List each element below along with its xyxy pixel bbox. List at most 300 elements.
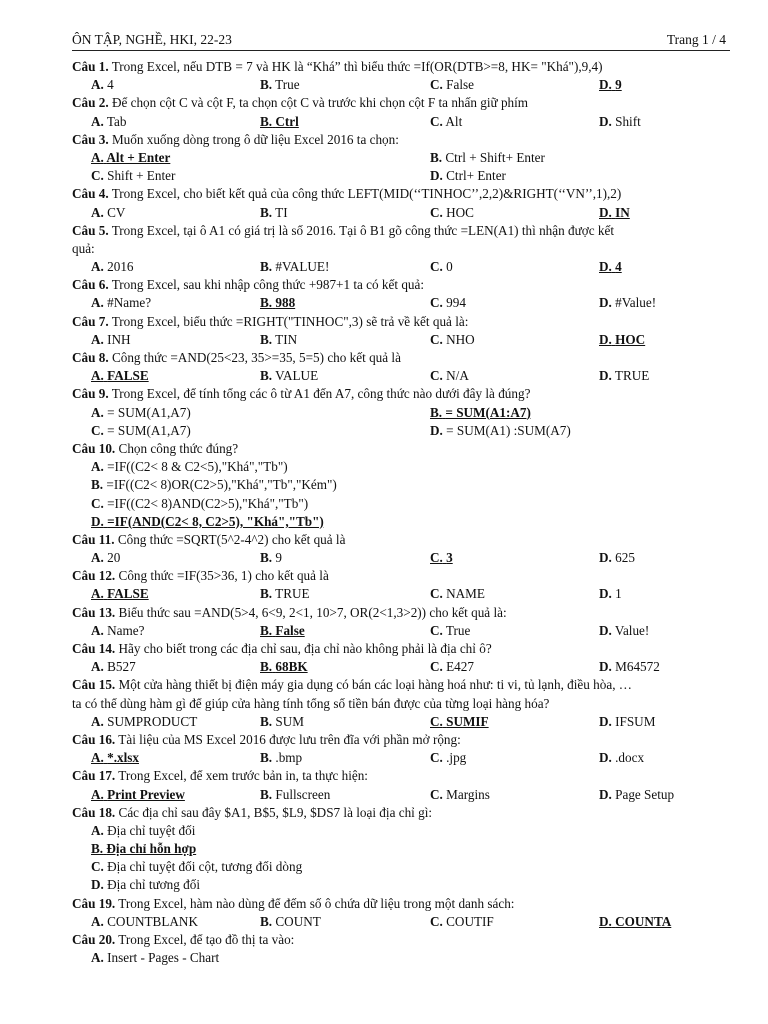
question-number: Câu 12.	[72, 568, 116, 584]
option-text: E427	[446, 659, 474, 675]
options-row	[72, 840, 732, 858]
answer-option-correct	[260, 113, 299, 131]
option-letter: B.	[260, 750, 273, 766]
answer-option-correct	[91, 513, 324, 531]
option-letter: C.	[430, 622, 443, 638]
question-text-continued: ta có thể dùng hàm gì để giúp cửa hàng tính tổng số tiền bán được của từng loại hàng hóa?	[72, 695, 550, 711]
option-letter: D.	[91, 877, 104, 893]
option-text: B527	[107, 659, 136, 675]
option-letter: B.	[260, 259, 273, 275]
option-text: Value!	[614, 622, 650, 638]
answer-option-correct	[91, 840, 196, 858]
answer-option	[260, 549, 282, 567]
question-text: Các địa chỉ sau đây $A1, B$5, $L9, $DS7 là loại địa chỉ gì:	[118, 804, 433, 820]
answer-option	[91, 331, 131, 349]
question-text: Công thức =SQRT(5^2-4^2) cho kết quả là	[117, 531, 346, 547]
option-text: COUNT	[275, 913, 321, 929]
option-letter: B.	[260, 204, 273, 220]
question-stem	[72, 767, 732, 785]
option-text: INH	[107, 331, 131, 347]
option-text: COUNTA	[615, 913, 672, 929]
option-letter: C.	[430, 713, 443, 729]
option-text: True	[275, 77, 300, 93]
answer-option	[430, 786, 490, 804]
question-stem	[72, 531, 732, 549]
question-number: Câu 15.	[72, 677, 116, 693]
options-row	[72, 749, 732, 767]
option-text: False	[275, 622, 305, 638]
option-text: N/A	[446, 368, 469, 384]
answer-option-correct	[430, 713, 489, 731]
option-text: = SUM(A1,A7)	[107, 422, 191, 438]
option-text: HOC	[615, 331, 646, 347]
option-text: 3	[446, 550, 453, 566]
answer-option	[91, 549, 120, 567]
answer-option	[430, 294, 466, 312]
answer-option-correct	[599, 913, 671, 931]
page-number: Trang 1 / 4	[666, 32, 726, 47]
option-text: True	[445, 622, 471, 638]
answer-option-correct	[91, 367, 149, 385]
option-text: 9	[275, 550, 282, 566]
option-letter: D.	[599, 77, 612, 93]
option-letter: C.	[430, 259, 443, 275]
answer-option	[91, 113, 126, 131]
question-list	[72, 58, 732, 967]
option-letter: C.	[91, 859, 104, 875]
option-letter: C.	[430, 786, 443, 802]
option-letter: C.	[430, 295, 443, 311]
option-text: .bmp	[275, 750, 303, 766]
option-letter: A.	[91, 404, 104, 420]
question-number: Câu 3.	[72, 131, 109, 147]
answer-option-correct	[91, 149, 170, 167]
question-stem	[72, 731, 732, 749]
answer-option	[260, 913, 321, 931]
option-letter: D.	[599, 622, 612, 638]
option-letter: B.	[91, 477, 104, 493]
option-text: 1	[615, 586, 622, 602]
option-text: VALUE	[275, 368, 319, 384]
answer-option-correct	[260, 622, 305, 640]
question-text: Để chọn cột C và cột F, ta chọn cột C và trước khi chọn cột F ta nhấn giữ phím	[111, 95, 529, 111]
question-number: Câu 13.	[72, 604, 116, 620]
answer-option-correct	[599, 258, 622, 276]
option-letter: C.	[430, 750, 443, 766]
answer-option	[91, 658, 136, 676]
option-text: 2016	[107, 259, 134, 275]
answer-option	[430, 204, 474, 222]
option-text: =IF(AND(C2< 8, C2>5), "Khá","Tb")	[107, 513, 324, 529]
options-row	[72, 913, 732, 931]
question-stem	[72, 131, 732, 149]
options-row	[72, 858, 732, 876]
question-number: Câu 20.	[72, 932, 116, 947]
question-stem	[72, 349, 732, 367]
answer-option	[260, 585, 310, 603]
answer-option	[430, 422, 571, 440]
option-letter: B.	[260, 113, 273, 129]
option-text: NHO	[446, 331, 475, 347]
question-stem	[72, 895, 732, 913]
question-text: Muốn xuống dòng trong ô dữ liệu Excel 2016 ta chọn:	[111, 131, 399, 147]
option-text: 988	[275, 295, 296, 311]
answer-option-correct	[260, 658, 308, 676]
option-letter: A.	[91, 368, 104, 384]
option-letter: C.	[430, 77, 443, 93]
options-row	[72, 476, 732, 494]
question-stem	[72, 676, 732, 694]
question-text: Một cửa hàng thiết bị điện máy gia dụng có bán các loại hàng hoá như: ti vi, tủ lạnh, điều hòa, …	[118, 677, 632, 693]
option-letter: B.	[260, 368, 273, 384]
answer-option	[260, 786, 330, 804]
answer-option	[91, 294, 151, 312]
option-letter: C.	[430, 204, 443, 220]
answer-option-correct	[260, 294, 295, 312]
answer-option	[91, 458, 288, 476]
answer-option	[599, 749, 644, 767]
header-title: ÔN TẬP, NGHỀ, HKI, 22-23	[72, 32, 232, 47]
option-letter: B.	[260, 659, 273, 675]
question-text: Trong Excel, nếu DTB = 7 và HK là “Khá” thì biểu thức =If(OR(DTB>=8, HK= "Khá"),9,4)	[111, 59, 603, 74]
option-letter: B.	[260, 586, 273, 602]
option-text: Tab	[106, 113, 127, 129]
options-row	[72, 258, 732, 276]
answer-option-correct	[91, 786, 185, 804]
options-row	[72, 713, 732, 731]
options-row	[72, 495, 732, 513]
answer-option-correct	[91, 749, 139, 767]
option-letter: B.	[260, 713, 273, 729]
question-number: Câu 6.	[72, 277, 109, 293]
option-letter: A.	[91, 149, 104, 165]
answer-option	[91, 422, 191, 440]
question-stem	[72, 58, 732, 76]
option-text: Fullscreen	[275, 786, 331, 802]
option-letter: D.	[599, 113, 612, 129]
answer-option	[599, 622, 649, 640]
option-letter: D.	[599, 586, 612, 602]
answer-option-correct	[91, 585, 149, 603]
option-letter: B.	[260, 550, 273, 566]
option-text: False	[446, 77, 474, 93]
option-letter: C.	[430, 586, 443, 602]
option-text: #Value!	[615, 295, 657, 311]
option-text: .jpg	[446, 750, 467, 766]
answer-option	[599, 658, 660, 676]
answer-option	[599, 585, 622, 603]
answer-option	[91, 476, 337, 494]
question-stem	[72, 931, 732, 949]
options-row	[72, 876, 732, 894]
answer-option	[91, 495, 308, 513]
option-text: FALSE	[107, 368, 149, 384]
option-text: =IF((C2< 8 & C2<5),"Khá","Tb")	[107, 459, 288, 475]
option-text: Page Setup	[615, 786, 675, 802]
options-row	[72, 458, 732, 476]
option-text: =IF((C2< 8)AND(C2>5),"Khá","Tb")	[107, 495, 309, 511]
question-stem	[72, 804, 732, 822]
options-row	[72, 367, 732, 385]
option-letter: A.	[91, 77, 104, 93]
question-number: Câu 16.	[72, 731, 116, 747]
answer-option	[260, 713, 304, 731]
option-letter: B.	[430, 404, 443, 420]
option-letter: D.	[430, 422, 443, 438]
option-text: Ctrl	[275, 113, 299, 129]
option-letter: B.	[260, 295, 273, 311]
option-text: Địa chỉ tương đối	[107, 877, 200, 893]
option-text: SUMPRODUCT	[107, 713, 198, 729]
option-letter: D.	[599, 259, 612, 275]
answer-option	[260, 367, 318, 385]
question-stem	[72, 604, 732, 622]
question-text: Công thức =AND(25<23, 35>=35, 5=5) cho kết quả là	[111, 350, 401, 365]
answer-option	[91, 913, 198, 931]
option-letter: B.	[260, 77, 273, 93]
option-text: CV	[107, 204, 126, 220]
option-text: Địa chỉ tuyệt đối cột, tương đối dòng	[107, 859, 303, 875]
option-letter: A.	[91, 659, 104, 675]
option-letter: D.	[599, 659, 612, 675]
option-text: COUNTBLANK	[107, 913, 198, 929]
answer-option	[599, 549, 635, 567]
question-text: Trong Excel, sau khi nhập công thức +987+1 ta có kết quả:	[111, 277, 425, 293]
options-row	[72, 294, 732, 312]
option-text: SUM	[275, 713, 304, 729]
answer-option	[260, 258, 329, 276]
answer-option	[91, 713, 197, 731]
option-text: IFSUM	[615, 713, 656, 729]
answer-option	[430, 622, 470, 640]
option-letter: B.	[91, 841, 104, 857]
option-letter: A.	[91, 259, 104, 275]
option-letter: A.	[91, 550, 104, 566]
question-stem	[72, 94, 732, 112]
question-number: Câu 7.	[72, 313, 109, 329]
option-text: =IF((C2< 8)OR(C2>5),"Khá","Tb","Kém")	[106, 477, 337, 493]
question-number: Câu 9.	[72, 386, 109, 402]
answer-option	[430, 113, 462, 131]
option-text: Shift + Enter	[107, 168, 176, 184]
options-row	[72, 113, 732, 131]
question-number: Câu 4.	[72, 186, 109, 202]
option-letter: D.	[599, 204, 612, 220]
option-letter: A.	[91, 622, 104, 638]
options-row	[72, 585, 732, 603]
options-row	[72, 331, 732, 349]
option-letter: B.	[260, 622, 273, 638]
question-text: Trong Excel, biểu thức =RIGHT("TINHOC",3) sẽ trả về kết quả là:	[111, 313, 469, 329]
option-text: Margins	[446, 786, 490, 802]
question-number: Câu 11.	[72, 531, 115, 547]
option-letter: D.	[599, 913, 612, 929]
option-text: Alt + Enter	[106, 149, 171, 165]
answer-option	[91, 76, 114, 94]
question-text: Trong Excel, cho biết kết quả của công thức LEFT(MID(‘‘TINHOC’’,2,2)&RIGHT(‘‘VN’’,1),2)	[111, 186, 622, 202]
option-text: TRUE	[275, 586, 310, 602]
option-text: *.xlsx	[107, 750, 139, 766]
option-letter: A.	[91, 913, 104, 929]
answer-option	[260, 749, 302, 767]
option-letter: C.	[430, 913, 443, 929]
answer-option	[599, 294, 656, 312]
option-letter: D.	[91, 513, 104, 529]
option-text: 68BK	[275, 659, 308, 675]
option-letter: D.	[599, 786, 612, 802]
answer-option	[91, 822, 195, 840]
question-text: Chọn công thức đúng?	[118, 440, 239, 456]
answer-option	[91, 204, 125, 222]
question-stem	[72, 313, 732, 331]
answer-option	[599, 367, 649, 385]
options-row	[72, 786, 732, 804]
question-text: Trong Excel, hàm nào dùng để đếm số ô chứa dữ liệu trong một danh sách:	[118, 895, 515, 911]
option-text: Print Preview	[107, 786, 185, 802]
answer-option-correct	[599, 204, 630, 222]
option-letter: D.	[430, 168, 443, 184]
option-text: FALSE	[107, 586, 149, 602]
question-stem	[72, 276, 732, 294]
option-text: .docx	[615, 750, 645, 766]
option-text: = SUM(A1) :SUM(A7)	[446, 422, 571, 438]
option-text: Shift	[615, 113, 641, 129]
question-text: Trong Excel, để tính tổng các ô từ A1 đến A7, công thức nào dưới đây là đúng?	[111, 386, 531, 402]
option-text: COUTIF	[446, 913, 494, 929]
option-letter: A.	[91, 459, 104, 475]
option-text: TI	[275, 204, 288, 220]
option-letter: D.	[599, 295, 612, 311]
option-letter: A.	[91, 113, 104, 129]
option-letter: B.	[260, 913, 273, 929]
option-letter: C.	[91, 495, 104, 511]
question-stem	[72, 440, 732, 458]
question-number: Câu 5.	[72, 222, 109, 238]
option-text: 20	[107, 550, 121, 566]
options-row	[72, 622, 732, 640]
question-stem	[72, 385, 732, 403]
answer-option	[599, 786, 674, 804]
option-text: SUMIF	[446, 713, 489, 729]
option-text: Địa chỉ hỗn hợp	[106, 841, 197, 857]
answer-option	[260, 331, 297, 349]
question-text: Tài liệu của MS Excel 2016 được lưu trên đĩa với phần mở rộng:	[118, 731, 461, 747]
answer-option	[599, 113, 641, 131]
option-letter: C.	[430, 368, 443, 384]
answer-option	[91, 167, 175, 185]
answer-option	[430, 658, 474, 676]
option-letter: C.	[91, 422, 104, 438]
option-letter: C.	[430, 113, 443, 129]
option-text: Ctrl + Shift+ Enter	[445, 149, 545, 165]
page-header	[72, 30, 730, 51]
option-text: IN	[615, 204, 630, 220]
answer-option	[91, 858, 302, 876]
answer-option	[91, 622, 144, 640]
option-text: 0	[446, 259, 453, 275]
options-row	[72, 167, 732, 185]
option-text: Địa chỉ tuyệt đối	[107, 822, 196, 838]
answer-option	[91, 404, 191, 422]
option-letter: D.	[599, 713, 612, 729]
options-row	[72, 422, 732, 440]
option-text: 625	[615, 550, 635, 566]
options-row	[72, 949, 732, 967]
answer-option	[91, 258, 134, 276]
answer-option-correct	[599, 331, 645, 349]
option-text: NAME	[446, 586, 485, 602]
option-letter: C.	[430, 659, 443, 675]
option-letter: A.	[91, 950, 104, 966]
question-text: Trong Excel, để xem trước bản in, ta thực hiện:	[118, 768, 368, 784]
question-text: Trong Excel, tại ô A1 có giá trị là số 2016. Tại ô B1 gõ công thức =LEN(A1) thì nhận được kết	[111, 222, 614, 238]
option-text: = SUM(A1:A7)	[445, 404, 531, 420]
options-row	[72, 513, 732, 531]
question-number: Câu 1.	[72, 59, 109, 74]
option-text: Ctrl+ Enter	[446, 168, 506, 184]
option-letter: D.	[599, 750, 612, 766]
question-text: Trong Excel, để tạo đồ thị ta vào:	[118, 932, 295, 947]
question-number: Câu 14.	[72, 641, 116, 656]
option-text: 9	[615, 77, 622, 93]
question-number: Câu 18.	[72, 804, 116, 820]
question-number: Câu 17.	[72, 768, 116, 784]
option-text: 4	[615, 259, 622, 275]
options-row	[72, 76, 732, 94]
answer-option	[260, 204, 288, 222]
answer-option	[430, 167, 506, 185]
answer-option-correct	[599, 76, 622, 94]
answer-option	[430, 585, 485, 603]
option-text: TIN	[275, 331, 298, 347]
question-text: Công thức =IF(35>36, 1) cho kết quả là	[118, 568, 329, 584]
question-stem	[72, 222, 732, 240]
answer-option	[91, 876, 200, 894]
option-text: TRUE	[614, 368, 650, 384]
option-letter: A.	[91, 204, 104, 220]
question-text-continued: quả:	[72, 240, 95, 256]
options-row	[72, 204, 732, 222]
question-text: Biểu thức sau =AND(5>4, 6<9, 2<1, 10>7, OR(2<1,3>2)) cho kết quả là:	[118, 604, 507, 620]
option-letter: C.	[430, 550, 443, 566]
question-text: Hãy cho biết trong các địa chỉ sau, địa chỉ nào không phải là địa chỉ ô?	[118, 641, 492, 656]
option-letter: A.	[91, 786, 104, 802]
option-text: HOC	[446, 204, 474, 220]
question-stem	[72, 640, 732, 658]
options-row	[72, 404, 732, 422]
options-row	[72, 658, 732, 676]
option-text: 994	[446, 295, 466, 311]
option-letter: B.	[430, 149, 443, 165]
option-text: = SUM(A1,A7)	[107, 404, 191, 420]
option-letter: A.	[91, 822, 104, 838]
option-text: #Name?	[107, 295, 152, 311]
answer-option	[91, 949, 219, 967]
question-number: Câu 2.	[72, 95, 109, 111]
answer-option	[260, 76, 300, 94]
option-letter: B.	[260, 331, 273, 347]
answer-option	[430, 913, 494, 931]
option-letter: C.	[91, 168, 104, 184]
answer-option	[599, 713, 655, 731]
answer-option-correct	[430, 404, 531, 422]
question-number: Câu 8.	[72, 350, 109, 365]
option-letter: A.	[91, 750, 104, 766]
answer-option	[430, 367, 469, 385]
option-letter: B.	[260, 786, 273, 802]
options-row	[72, 149, 732, 167]
option-text: Insert - Pages - Chart	[107, 950, 220, 966]
